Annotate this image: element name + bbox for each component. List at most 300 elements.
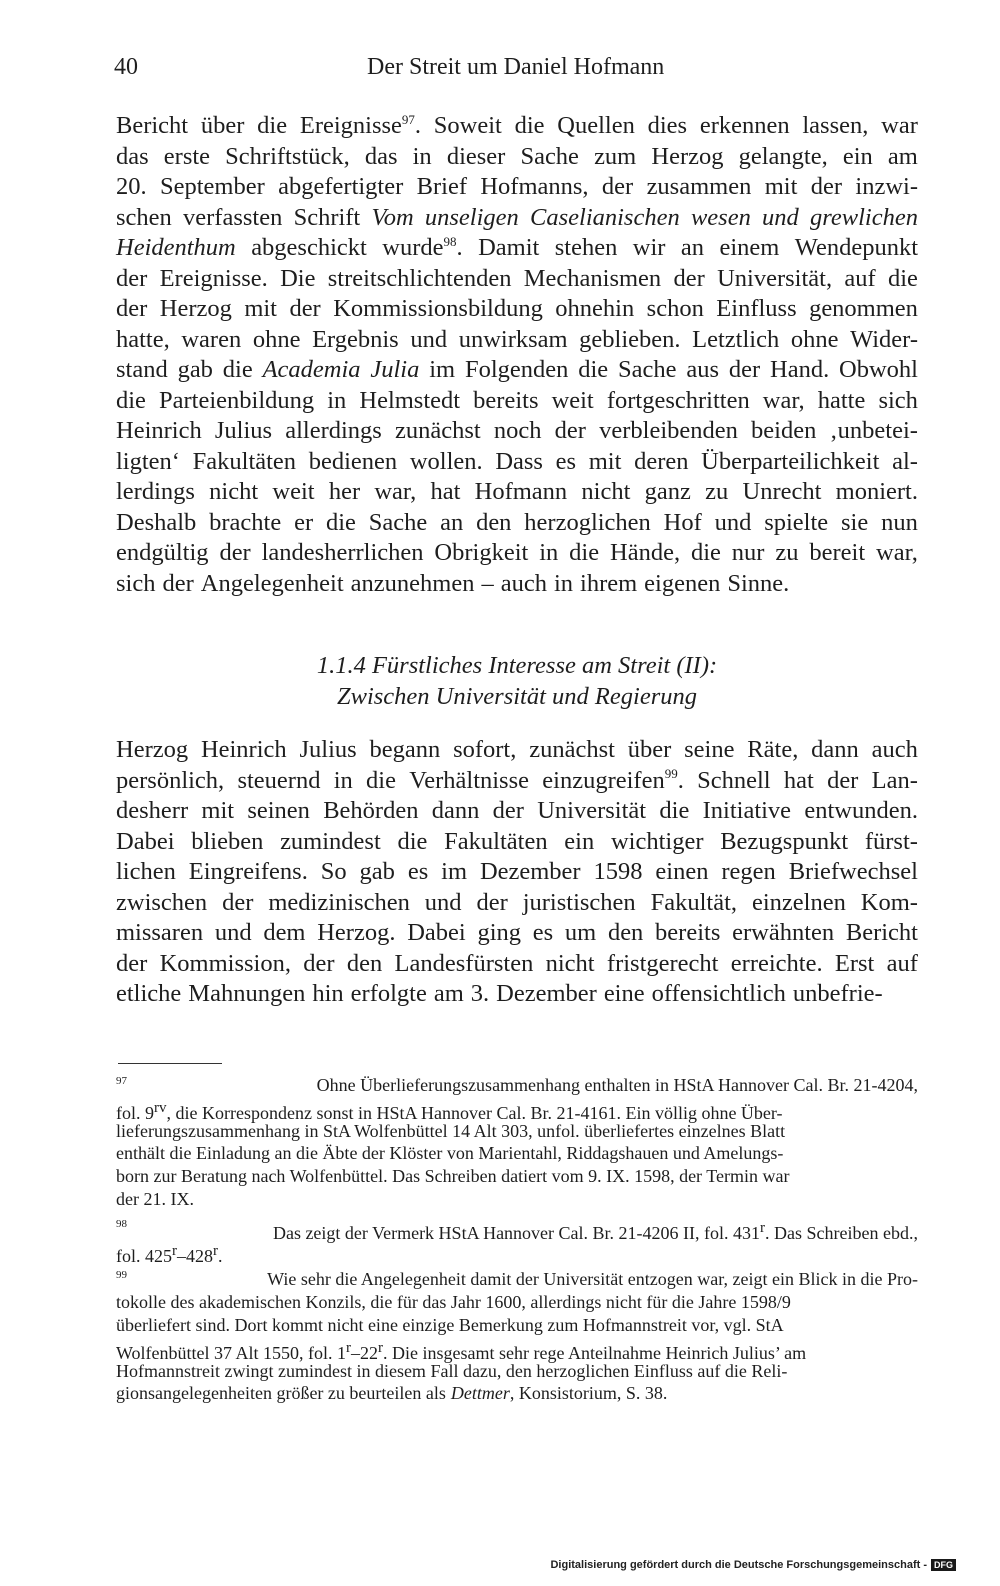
footnote-text: Hofmannstreit zwingt zumindest in diesem Fall dazu, den herzoglichen Einfluss auf die Reli- xyxy=(116,1360,788,1381)
footnote-text: enthält die Einladung an die Äbte der Klöster von Marientahl, Riddagshauen und Amelungs- xyxy=(116,1143,784,1164)
word: fortgeschritten xyxy=(606,386,750,414)
word: Schrift xyxy=(293,203,361,231)
word: schon xyxy=(646,295,704,322)
footnote-number: 99 xyxy=(116,1269,127,1282)
word: Soweit xyxy=(433,112,502,139)
word: die xyxy=(690,539,721,566)
word: Herzog. xyxy=(317,919,396,946)
word: Letztlich xyxy=(692,325,780,353)
word: dem xyxy=(263,919,306,946)
word: aus xyxy=(686,356,720,383)
footnote-text: Wie sehr die Angelegenheit damit der Universität entzogen war, zeigt ein Blick in die Pro- xyxy=(267,1269,918,1290)
text-line xyxy=(116,508,918,539)
text-line xyxy=(116,294,918,325)
word: nur xyxy=(731,539,765,566)
word: Fakultät, xyxy=(650,888,738,916)
text-line xyxy=(116,416,918,447)
word: um xyxy=(564,919,597,946)
word: bereits xyxy=(473,386,539,414)
word: zu xyxy=(775,539,799,566)
footnote-text: gionsangelegenheiten größer zu beurteilen als xyxy=(116,1383,446,1404)
word: dann xyxy=(811,736,859,763)
word: blieben xyxy=(191,827,264,855)
word: hatte, xyxy=(116,325,170,353)
word: am xyxy=(433,980,464,1007)
word: offensichtlich xyxy=(651,980,786,1007)
word: Brief xyxy=(416,173,467,200)
word: Eingreifens. xyxy=(188,858,308,885)
word: desherr xyxy=(116,797,189,824)
word: der xyxy=(476,888,508,916)
word: Erst xyxy=(834,949,875,977)
word: auch xyxy=(871,736,918,763)
word: den xyxy=(607,919,644,946)
word: gelangte, xyxy=(738,142,828,170)
word: der xyxy=(554,417,586,444)
word: ganz xyxy=(644,478,691,505)
word: Fakultäten xyxy=(192,447,297,475)
word: geblieben. xyxy=(579,325,681,353)
word: es xyxy=(407,858,429,885)
word: fristgerecht xyxy=(606,949,719,977)
word: auf xyxy=(886,949,918,977)
word: unwirksam xyxy=(458,325,568,353)
footnote-rule xyxy=(118,1063,222,1064)
word: nicht xyxy=(209,478,259,505)
word: abgefertigter xyxy=(278,173,404,200)
word: stehen xyxy=(554,234,618,261)
text-line xyxy=(116,569,918,600)
word: der xyxy=(162,569,194,597)
text-line xyxy=(116,538,918,569)
paragraph-1 xyxy=(116,111,918,599)
footnote-text: fol. 425$^r$–428$^r$. xyxy=(116,1242,223,1266)
word: auch xyxy=(500,569,547,597)
word: über xyxy=(627,736,672,763)
word: und xyxy=(762,203,799,231)
text-line xyxy=(116,355,918,386)
word: den xyxy=(346,949,383,977)
footnote-97-line xyxy=(116,1188,918,1211)
text-line xyxy=(116,172,918,203)
word: Hof xyxy=(663,508,702,536)
word: persönlich, xyxy=(116,766,225,794)
text-line xyxy=(116,203,918,234)
word: sich xyxy=(116,569,156,597)
credit-text: Digitalisierung gefördert durch die Deutsche Forschungsgemeinschaft - xyxy=(550,1559,927,1571)
text-line xyxy=(116,796,918,827)
text-line xyxy=(116,949,918,980)
word: Quellen xyxy=(557,112,635,139)
word: Heidenthum xyxy=(116,234,236,261)
word: Überparteilichkeit xyxy=(701,447,880,475)
word: Wendepunkt xyxy=(794,234,918,261)
word: verfassten xyxy=(183,203,283,231)
word: schen xyxy=(116,203,172,231)
word: wollen. xyxy=(409,447,483,475)
word: Dezember xyxy=(496,980,597,1007)
word: seine xyxy=(684,736,735,763)
word: 20. xyxy=(116,173,147,200)
running-title: Der Streit um Daniel Hofmann xyxy=(367,54,665,80)
word: unseligen xyxy=(424,203,519,231)
word: und xyxy=(424,888,462,916)
word: Obrigkeit xyxy=(434,539,529,566)
word: eine xyxy=(603,980,645,1007)
word: Damit xyxy=(478,234,540,261)
word: erwähnten xyxy=(732,919,835,946)
word: Julia xyxy=(370,356,420,383)
word: erste xyxy=(163,142,211,170)
word: Mechanismen xyxy=(523,264,662,292)
word: Landesfürsten xyxy=(394,949,534,977)
word: Sinne. xyxy=(727,569,790,597)
footnote-99-line xyxy=(116,1291,918,1314)
text-line xyxy=(116,735,918,766)
text-line xyxy=(116,386,918,417)
word: ‚unbetei- xyxy=(829,417,918,444)
word: Heinrich xyxy=(116,417,202,444)
word: nun xyxy=(881,508,918,536)
word: der xyxy=(116,295,148,322)
word: die xyxy=(397,827,428,855)
word: Dezember xyxy=(479,858,581,885)
word: wesen xyxy=(690,203,751,231)
word: Kommissionsbildung xyxy=(333,295,543,322)
word: war, xyxy=(876,539,918,566)
word: im xyxy=(429,356,456,383)
word: Parteienbildung xyxy=(159,386,315,414)
word: in xyxy=(553,569,574,597)
word: zunächst xyxy=(529,736,615,763)
word: die xyxy=(578,356,609,383)
footnote-number: 98 xyxy=(116,1217,127,1230)
text-line xyxy=(116,857,918,888)
word: lichen xyxy=(116,858,176,885)
word: war, xyxy=(762,386,805,414)
word: ein xyxy=(842,142,873,170)
word: die xyxy=(222,356,253,383)
word: den xyxy=(476,508,512,536)
word: hin xyxy=(312,980,344,1007)
word: ligten‘ xyxy=(116,447,180,475)
word: brachte xyxy=(209,508,282,536)
word: 1598 xyxy=(593,858,643,885)
word: hat xyxy=(430,478,461,505)
word: Schriftstück, xyxy=(225,142,350,170)
word: Julius xyxy=(214,417,273,444)
footnote-text: Ohne Überlieferungszusammenhang enthalten in HStA Hannover Cal. Br. 21-4204, xyxy=(316,1075,918,1095)
word: die xyxy=(887,264,918,292)
word: wurde98. xyxy=(382,233,463,261)
word: der xyxy=(219,539,251,566)
word: über xyxy=(200,112,245,139)
footnote-99-line xyxy=(116,1337,918,1363)
footnote-97-line xyxy=(116,1097,918,1123)
word: der xyxy=(289,295,321,322)
word: an xyxy=(440,508,464,536)
word: ohne xyxy=(790,325,839,353)
text-line xyxy=(116,142,918,173)
word: ohnehin xyxy=(555,295,635,322)
digitization-credit xyxy=(550,1559,956,1571)
word: Lan- xyxy=(871,766,918,794)
word: Academia xyxy=(262,356,361,383)
word: spielte xyxy=(764,508,829,536)
word: fürst- xyxy=(864,827,918,855)
word: zu xyxy=(705,478,729,505)
word: dies xyxy=(647,112,688,139)
word: genommen xyxy=(809,295,918,322)
word: es xyxy=(532,919,554,946)
word: bereit xyxy=(809,539,866,566)
word: endgültig xyxy=(116,539,209,566)
footnote-author: Dettmer xyxy=(450,1383,510,1404)
word: Dass xyxy=(495,447,543,475)
word: am xyxy=(887,142,918,170)
word: hat xyxy=(783,766,814,794)
word: Die xyxy=(280,264,316,292)
dfg-logo: DFG xyxy=(931,1559,956,1571)
word: Heinrich xyxy=(200,736,287,763)
word: der xyxy=(222,888,254,916)
word: zwischen xyxy=(116,888,208,916)
word: Kommission, xyxy=(159,949,291,977)
word: anzunehmen xyxy=(350,569,475,597)
word: Dabei xyxy=(116,827,175,855)
word: mit xyxy=(764,173,798,200)
section-heading-line-2: Zwischen Universität und Regierung xyxy=(337,683,697,710)
word: unbefrie- xyxy=(792,980,883,1007)
word: steuernd xyxy=(237,766,321,794)
word: Mahnungen xyxy=(188,980,306,1007)
footnote-text: fol. $9^{rv}$, die Korrespondenz sonst in HStA Hannover Cal. Br. 21-4161. Ein völlig ohne Über- xyxy=(116,1099,783,1123)
word: begann xyxy=(369,736,441,763)
word: Einfluss xyxy=(716,295,797,322)
word: Bezugspunkt xyxy=(720,827,849,855)
word: ein xyxy=(564,827,595,855)
word: Initiative xyxy=(702,797,792,824)
word: gab xyxy=(359,858,395,885)
word: streitschlichtenden xyxy=(327,264,512,292)
footnote-text: der 21. IX. xyxy=(116,1188,194,1209)
footnote-99-line xyxy=(116,1268,918,1291)
word: mit xyxy=(201,797,235,824)
footnote-97-line xyxy=(116,1165,918,1188)
word: Unrecht xyxy=(742,478,822,505)
word: Ergebnis xyxy=(312,325,399,353)
word: Herzog xyxy=(159,295,232,322)
word: und xyxy=(714,508,752,536)
word: moniert. xyxy=(835,478,918,505)
word: inzwi- xyxy=(855,173,918,200)
word: in xyxy=(327,386,347,414)
word: Sache xyxy=(368,508,428,536)
word: nicht xyxy=(581,478,631,505)
word: bedienen xyxy=(308,447,398,475)
word: der xyxy=(116,949,148,977)
word: zum xyxy=(594,142,637,170)
word: und xyxy=(214,919,252,946)
word: Julius xyxy=(299,736,357,763)
word: Universität, xyxy=(717,264,833,292)
word: Caselianischen xyxy=(530,203,680,231)
word: missaren xyxy=(116,919,204,946)
text-line xyxy=(116,918,918,949)
word: ging xyxy=(477,919,521,946)
word: bereits xyxy=(655,919,721,946)
word: der xyxy=(601,173,634,200)
footnote-number: 97 xyxy=(116,1075,127,1087)
text-line xyxy=(116,827,918,858)
word: sich xyxy=(878,386,918,414)
word: Bericht xyxy=(116,112,189,139)
word: Verhältnisse xyxy=(409,766,529,794)
word: grewlichen xyxy=(810,203,918,231)
word: – xyxy=(481,569,494,597)
word: Herzog xyxy=(651,142,724,170)
word: der xyxy=(673,264,705,292)
word: gab xyxy=(177,356,213,383)
footnote-97-line xyxy=(116,1074,918,1097)
word: einzugreifen99. xyxy=(542,766,684,794)
footnote-text: überliefert sind. Dort kommt nicht eine einzige Bemerkung zum Hofmannstreit vor, vgl. StA xyxy=(116,1314,784,1335)
word: erfolgte xyxy=(350,980,427,1007)
word: entwunden. xyxy=(804,797,918,824)
footnotes xyxy=(116,1074,918,1405)
footnote-97-line xyxy=(116,1142,918,1165)
section-heading xyxy=(116,650,918,712)
word: der xyxy=(303,949,335,977)
word: hatte xyxy=(817,386,866,414)
word: die xyxy=(325,508,356,536)
word: Hofmann xyxy=(474,478,568,505)
word: wir xyxy=(632,234,666,261)
word: ohne xyxy=(252,325,301,353)
word: Briefwechsel xyxy=(788,858,918,885)
word: Universität xyxy=(537,797,647,824)
footnote-97-line xyxy=(116,1120,918,1143)
word: Räte, xyxy=(747,736,799,763)
footnote-text: , Konsistorium, S. 38. xyxy=(509,1383,668,1404)
word: verbleibenden xyxy=(599,417,738,444)
text-line xyxy=(116,325,918,356)
text-line xyxy=(116,111,918,142)
word: Obwohl xyxy=(839,356,918,383)
word: einzelnen xyxy=(751,888,846,916)
word: Kom- xyxy=(860,888,918,916)
word: weit xyxy=(272,478,315,505)
word: Fakultäten xyxy=(444,827,548,855)
word: mit xyxy=(244,295,277,322)
word: Hand. xyxy=(770,356,830,383)
word: nicht xyxy=(545,949,595,977)
text-line xyxy=(116,888,918,919)
word: einen xyxy=(655,858,709,885)
footnote-99-line xyxy=(116,1314,918,1337)
word: Sache xyxy=(618,356,677,383)
word: wichtiger xyxy=(610,827,704,855)
word: Ereignisse97. xyxy=(299,111,422,139)
word: das xyxy=(116,142,149,170)
word: Helmstedt xyxy=(359,386,461,414)
word: in xyxy=(333,766,353,794)
word: beiden xyxy=(751,417,817,444)
word: die xyxy=(569,539,600,566)
word: es xyxy=(555,447,577,475)
word: sie xyxy=(841,508,869,536)
word: die xyxy=(257,112,288,139)
text-line xyxy=(116,447,918,478)
word: der xyxy=(116,264,148,292)
word: 3. xyxy=(470,980,490,1007)
word: medizinischen xyxy=(268,888,410,916)
page-number: 40 xyxy=(114,54,138,80)
word: dann xyxy=(431,797,480,824)
word: seinen xyxy=(247,797,310,824)
word: noch xyxy=(493,417,542,444)
word: an xyxy=(680,234,705,261)
word: Wider- xyxy=(850,325,918,353)
word: zumindest xyxy=(280,827,381,855)
word: Schnell xyxy=(697,766,771,794)
word: erreichte. xyxy=(730,949,823,977)
word: die xyxy=(116,386,146,414)
word: zunächst xyxy=(395,417,481,444)
text-line xyxy=(116,264,918,295)
paragraph-2 xyxy=(116,735,918,1010)
text-line xyxy=(116,477,918,508)
footnote-text: tokolle des akademischen Konzils, die für das Jahr 1600, allerdings nicht für die Jahre 1598/9 xyxy=(116,1292,791,1313)
footnote-99-line xyxy=(116,1382,918,1405)
word: Bericht xyxy=(845,919,918,946)
word: einem xyxy=(719,234,780,261)
word: der xyxy=(810,173,843,200)
word: in xyxy=(412,142,432,170)
word: Hofmanns, xyxy=(480,173,589,200)
word: regen xyxy=(721,858,776,885)
section-heading-line-1: 1.1.4 Fürstliches Interesse am Streit (II): xyxy=(316,652,718,679)
word: war, xyxy=(374,478,417,505)
word: etliche xyxy=(116,980,182,1007)
word: Angelegenheit xyxy=(200,569,344,597)
word: in xyxy=(539,539,559,566)
word: Folgenden xyxy=(464,356,569,383)
word: das xyxy=(364,142,398,170)
word: der xyxy=(728,356,761,383)
word: deren xyxy=(634,447,689,475)
word: der xyxy=(827,766,859,794)
word: Dabei xyxy=(407,919,466,946)
word: herzoglichen xyxy=(524,508,651,536)
text-line xyxy=(116,979,918,1010)
footnote-text: Wolfenbüttel 37 Alt 1550, fol. 1$^r$–22$^r$. Die insgesamt sehr rege Anteilnahme Heinrich Julius’ am xyxy=(116,1339,807,1363)
word: erkennen xyxy=(699,112,790,139)
word: So xyxy=(320,858,347,885)
word: eigenen xyxy=(644,569,721,597)
word: im xyxy=(441,858,468,885)
word: sofort, xyxy=(453,736,517,763)
word: Ereignisse. xyxy=(159,264,268,292)
word: weit xyxy=(551,386,594,414)
word: her xyxy=(328,478,361,505)
text-line xyxy=(116,233,918,264)
word: er xyxy=(294,508,314,536)
word: abgeschickt xyxy=(251,234,367,261)
word: Hände, xyxy=(610,539,681,566)
word: Sache xyxy=(520,142,579,170)
word: war xyxy=(881,112,918,139)
